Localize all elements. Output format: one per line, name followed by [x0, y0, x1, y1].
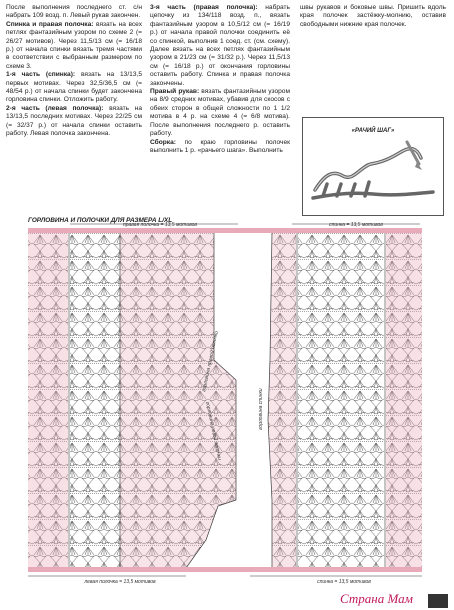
paragraph — [6, 105, 142, 139]
dimension-label: спинка = 13,5 мотивов — [317, 579, 371, 585]
paragraph — [6, 21, 142, 71]
paragraph: После выполнения последнего ст. с/н набрать 109 возд. п. Левый рукав закончен. — [6, 4, 142, 20]
neck-label: горловина левой полочки — [204, 401, 223, 461]
bottom-pink-band — [28, 567, 422, 572]
neck-shaping-block — [186, 232, 236, 568]
text-column-3 — [300, 4, 446, 29]
paragraph-heading: 2-я часть (левая полочка): — [6, 104, 104, 112]
chart-section-title: ГОРЛОВИНА И ПОЛОЧКИ ДЛЯ РАЗМЕРА L/XL — [28, 217, 173, 224]
neck-label: горловина правой полочки — [201, 330, 220, 393]
neck-label: горловина спинки — [258, 388, 264, 430]
paragraph-heading: Правый рукав: — [150, 88, 200, 96]
pattern-block — [298, 232, 384, 568]
logo-text: Страна Мам — [340, 591, 413, 606]
paragraph — [150, 139, 290, 156]
dimension-label: левая полочка = 13,5 мотивов — [84, 579, 156, 585]
pattern-block — [70, 232, 120, 568]
top-pink-band — [28, 228, 422, 233]
pink-tint — [120, 232, 186, 568]
paragraph-text: вязать на всех петлях фантазийным узором по схеме 2 (= 26/27 мотивов). Через 11,5/13 см (= 16/18 р.) от начала спинки вязать тремя частями в соответствии с выбранным размером по схеме 3. — [6, 20, 142, 70]
crochet-chart — [0, 222, 454, 590]
text-column-1 — [6, 4, 142, 139]
paragraph — [150, 88, 290, 138]
diagram-title: «РАЧИЙ ШАГ» — [351, 128, 395, 134]
crab-stitch-drawing — [303, 118, 443, 215]
paragraph-text: вязать на 13/13,5 первых мотивах. Через 32,5/36,5 см (= 48/54 р.) от начала спинки будет закончена горловина спинки. Отложить работу. — [6, 71, 143, 104]
dimension-label: правая полочка = 13,5 мотивов — [122, 222, 198, 228]
right-edge-band — [386, 232, 422, 568]
paragraph: швы рукавов и боковые швы. Пришить вдоль края полочек застёжку-молнию, оставив свободными нижние края полочек. — [300, 4, 446, 28]
dimension-label: спинка = 13,5 мотивов — [329, 222, 383, 228]
back-block — [268, 232, 296, 568]
text-column-2 — [150, 4, 290, 155]
left-edge-band — [28, 232, 68, 568]
page-number-box — [428, 594, 448, 608]
paragraph-text: вязать на 13/13,5 последних мотивах. Через 22/25 см (= 32/37 р.) от начала спинки оставить работу. Левая полочка закончена. — [6, 104, 142, 138]
paragraph-text: по краю горловины полочек выполнить 1 р. «рачьего шага». Выполнить — [150, 138, 290, 154]
paragraph — [6, 71, 142, 105]
paragraph-heading: 3-я часть (правая полочка): — [150, 4, 258, 11]
paragraph — [150, 4, 290, 88]
paragraph-heading: Сборка: — [150, 138, 176, 146]
paragraph-text: вязать фантазийным узором на 8/9 средних мотивах, убавив для скосов с обеих сторон в общей сложности по 1 1/2 мотива в 4 р. на схеме 4 (= 6/8 мотива). После выполнения последнего р. оставить работу. — [150, 88, 290, 138]
paragraph-text: набрать цепочку из 134/118 возд. п., вязать фантазийным узором в 10,5/12 см (= 16/19 р.) от начала правой полочки соединить её со спинкой, выполнив 1 соед. ст. (см. схему). Далее вязать на всех петлях фантазийным узором в 21/23 см (= 31/32 р.). Через 11,5/13 см (= 16/18 р.) от окончания горловины оставить работу. Спинка и правая полочка закончены. — [150, 4, 290, 87]
paragraph-heading: 1-я часть (спинка): — [6, 71, 76, 79]
crab-stitch-diagram — [302, 117, 444, 216]
paragraph-heading: Спинка и правая полочка: — [6, 20, 94, 28]
